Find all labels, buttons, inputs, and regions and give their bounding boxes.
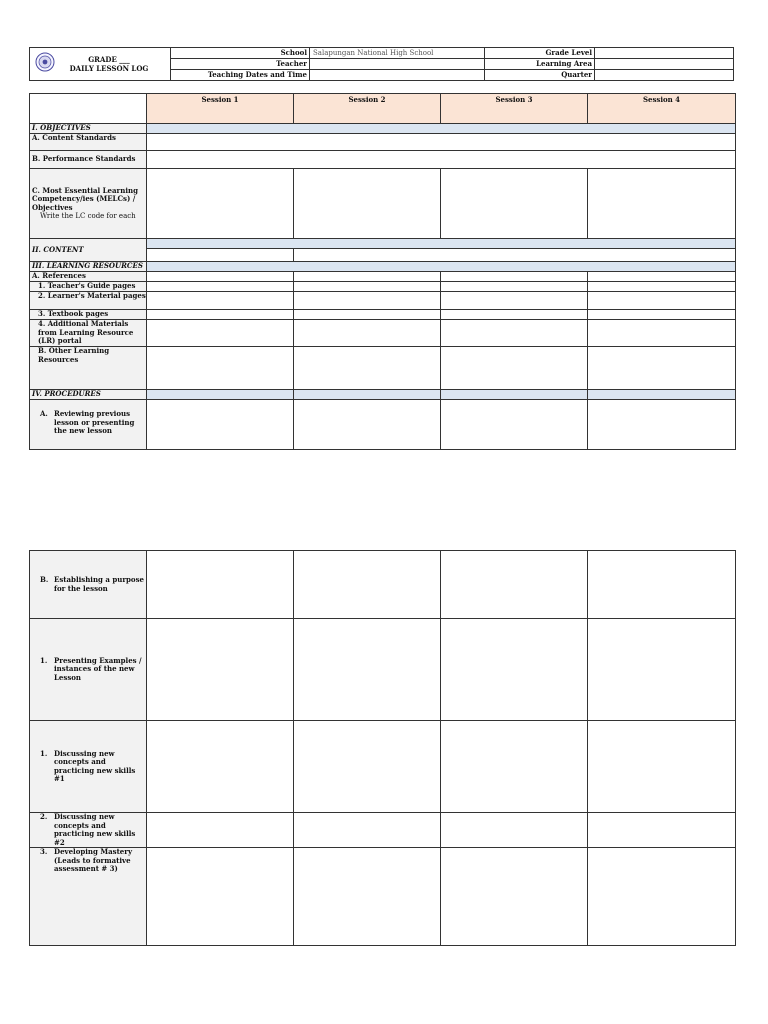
discussing-1-session-3[interactable] [441, 721, 588, 813]
other-session-1[interactable] [147, 347, 294, 390]
proc-a-num: A. [40, 409, 48, 418]
teachers-guide-label: 1. Teacher's Guide pages [30, 282, 147, 292]
presenting-session-2[interactable] [294, 619, 441, 721]
session-2-header: Session 2 [294, 94, 441, 124]
page2-table-block [29, 550, 735, 946]
proc-b-session-4[interactable] [588, 551, 736, 619]
melc-note: Write the LC code for each [40, 212, 136, 220]
presenting-session-1[interactable] [147, 619, 294, 721]
deped-seal-icon [35, 52, 55, 72]
melc-session-1[interactable] [147, 169, 294, 239]
performance-standards-cell[interactable] [147, 151, 736, 169]
developing-mastery-label [30, 848, 147, 946]
discussing-1-session-1[interactable] [147, 721, 294, 813]
session-4-header: Session 4 [588, 94, 736, 124]
additional-session-1[interactable] [147, 320, 294, 347]
session-1-header: Session 1 [147, 94, 294, 124]
header-block [29, 47, 733, 82]
mastery-session-3[interactable] [441, 848, 588, 946]
proc-b-num: B. [40, 575, 49, 584]
proc-a-session-3[interactable] [441, 400, 588, 450]
other-resources-label: B. Other Learning Resources [30, 347, 147, 390]
tg-session-4[interactable] [588, 282, 736, 292]
textbook-session-3[interactable] [441, 310, 588, 320]
procedures-band-4 [588, 390, 736, 400]
discussing-2-session-3[interactable] [441, 813, 588, 848]
references-label: A. References [30, 272, 147, 282]
proc-b-session-1[interactable] [147, 551, 294, 619]
melc-session-2[interactable] [294, 169, 441, 239]
presenting-session-3[interactable] [441, 619, 588, 721]
corner-cell [30, 94, 147, 124]
additional-session-2[interactable] [294, 320, 441, 347]
quarter-field[interactable] [595, 70, 734, 81]
teaching-dates-label: Teaching Dates and Time [171, 70, 310, 81]
objectives-band [147, 124, 736, 134]
proc-b-session-3[interactable] [441, 551, 588, 619]
lm-session-2[interactable] [294, 292, 441, 310]
presenting-examples-num: 1. [40, 655, 48, 665]
discussing-1-num: 1. [40, 748, 48, 758]
textbook-label: 3. Textbook pages [30, 310, 147, 320]
proc-b-text: Establishing a purpose for the lesson [54, 575, 144, 593]
teacher-field[interactable] [310, 59, 485, 70]
textbook-session-4[interactable] [588, 310, 736, 320]
lm-session-1[interactable] [147, 292, 294, 310]
procedures-band-1 [147, 390, 294, 400]
tg-session-2[interactable] [294, 282, 441, 292]
grade-level-label: Grade Level [485, 48, 595, 59]
melc-text: C. Most Essential Learning Competency/ies (MELCs) / Objectives [32, 185, 138, 212]
content-session-1[interactable] [147, 249, 294, 262]
melc-session-3[interactable] [441, 169, 588, 239]
content-session-2-4[interactable] [294, 249, 736, 262]
mastery-session-1[interactable] [147, 848, 294, 946]
discussing-1-label [30, 721, 147, 813]
discussing-1-text: Discussing new concepts and practicing new skills #1 [54, 748, 136, 783]
mastery-session-2[interactable] [294, 848, 441, 946]
textbook-session-2[interactable] [294, 310, 441, 320]
references-session-4[interactable] [588, 272, 736, 282]
references-session-1[interactable] [147, 272, 294, 282]
content-band [147, 239, 736, 249]
tg-session-1[interactable] [147, 282, 294, 292]
tg-session-3[interactable] [441, 282, 588, 292]
discussing-2-session-4[interactable] [588, 813, 736, 848]
grade-label: GRADE ___ [88, 55, 130, 64]
grade-cell [30, 48, 171, 81]
proc-b-session-2[interactable] [294, 551, 441, 619]
discussing-2-session-2[interactable] [294, 813, 441, 848]
proc-a-session-4[interactable] [588, 400, 736, 450]
presenting-examples-text: Presenting Examples / instances of the new Lesson [54, 655, 142, 682]
proc-a-label [30, 400, 147, 450]
session-3-header: Session 3 [441, 94, 588, 124]
discussing-1-session-2[interactable] [294, 721, 441, 813]
references-session-3[interactable] [441, 272, 588, 282]
learning-resources-heading: III. LEARNING RESOURCES [30, 262, 147, 272]
other-session-3[interactable] [441, 347, 588, 390]
discussing-2-label [30, 813, 147, 848]
page2-table [29, 550, 736, 946]
content-heading: II. CONTENT [30, 239, 147, 262]
procedures-band-2 [294, 390, 441, 400]
teaching-dates-field[interactable] [310, 70, 485, 81]
proc-a-text: Reviewing previous lesson or presenting the new lesson [54, 409, 135, 435]
lm-session-3[interactable] [441, 292, 588, 310]
daily-lesson-log-title: DAILY LESSON LOG [69, 64, 149, 73]
lm-session-4[interactable] [588, 292, 736, 310]
mastery-session-4[interactable] [588, 848, 736, 946]
procedures-heading: IV. PROCEDURES [30, 390, 147, 400]
page1-table [29, 93, 736, 450]
references-session-2[interactable] [294, 272, 441, 282]
learners-material-label: 2. Learner's Material pages [30, 292, 147, 310]
objectives-heading: I. OBJECTIVES [30, 124, 147, 134]
additional-session-4[interactable] [588, 320, 736, 347]
other-session-4[interactable] [588, 347, 736, 390]
textbook-session-1[interactable] [147, 310, 294, 320]
content-standards-label: A. Content Standards [30, 134, 147, 151]
teacher-label: Teacher [171, 59, 310, 70]
other-session-2[interactable] [294, 347, 441, 390]
quarter-label: Quarter [485, 70, 595, 81]
additional-materials-label: 4. Additional Materials from Learning Resource (LR) portal [30, 320, 147, 347]
melc-label [30, 169, 147, 239]
proc-a-session-2[interactable] [294, 400, 441, 450]
school-label: School [171, 48, 310, 59]
performance-standards-label: B. Performance Standards [30, 151, 147, 169]
proc-b-label [30, 551, 147, 619]
discussing-2-text: Discussing new concepts and practicing new skills #2 [54, 812, 136, 847]
school-field[interactable]: Salapungan National High School [310, 48, 485, 59]
procedures-band-3 [441, 390, 588, 400]
discussing-2-session-1[interactable] [147, 813, 294, 848]
learning-resources-band [147, 262, 736, 272]
grade-level-field[interactable] [595, 48, 734, 59]
header-table [29, 47, 734, 81]
proc-a-session-1[interactable] [147, 400, 294, 450]
learning-area-label: Learning Area [485, 59, 595, 70]
developing-mastery-text: Developing Mastery (Leads to formative assessment # 3) [54, 847, 133, 873]
content-standards-cell[interactable] [147, 134, 736, 151]
melc-session-4[interactable] [588, 169, 736, 239]
learning-area-field[interactable] [595, 59, 734, 70]
discussing-2-num: 2. [40, 812, 48, 821]
page1-table-block [29, 93, 735, 450]
developing-mastery-num: 3. [40, 847, 48, 856]
additional-session-3[interactable] [441, 320, 588, 347]
presenting-examples-label [30, 619, 147, 721]
presenting-session-4[interactable] [588, 619, 736, 721]
discussing-1-session-4[interactable] [588, 721, 736, 813]
